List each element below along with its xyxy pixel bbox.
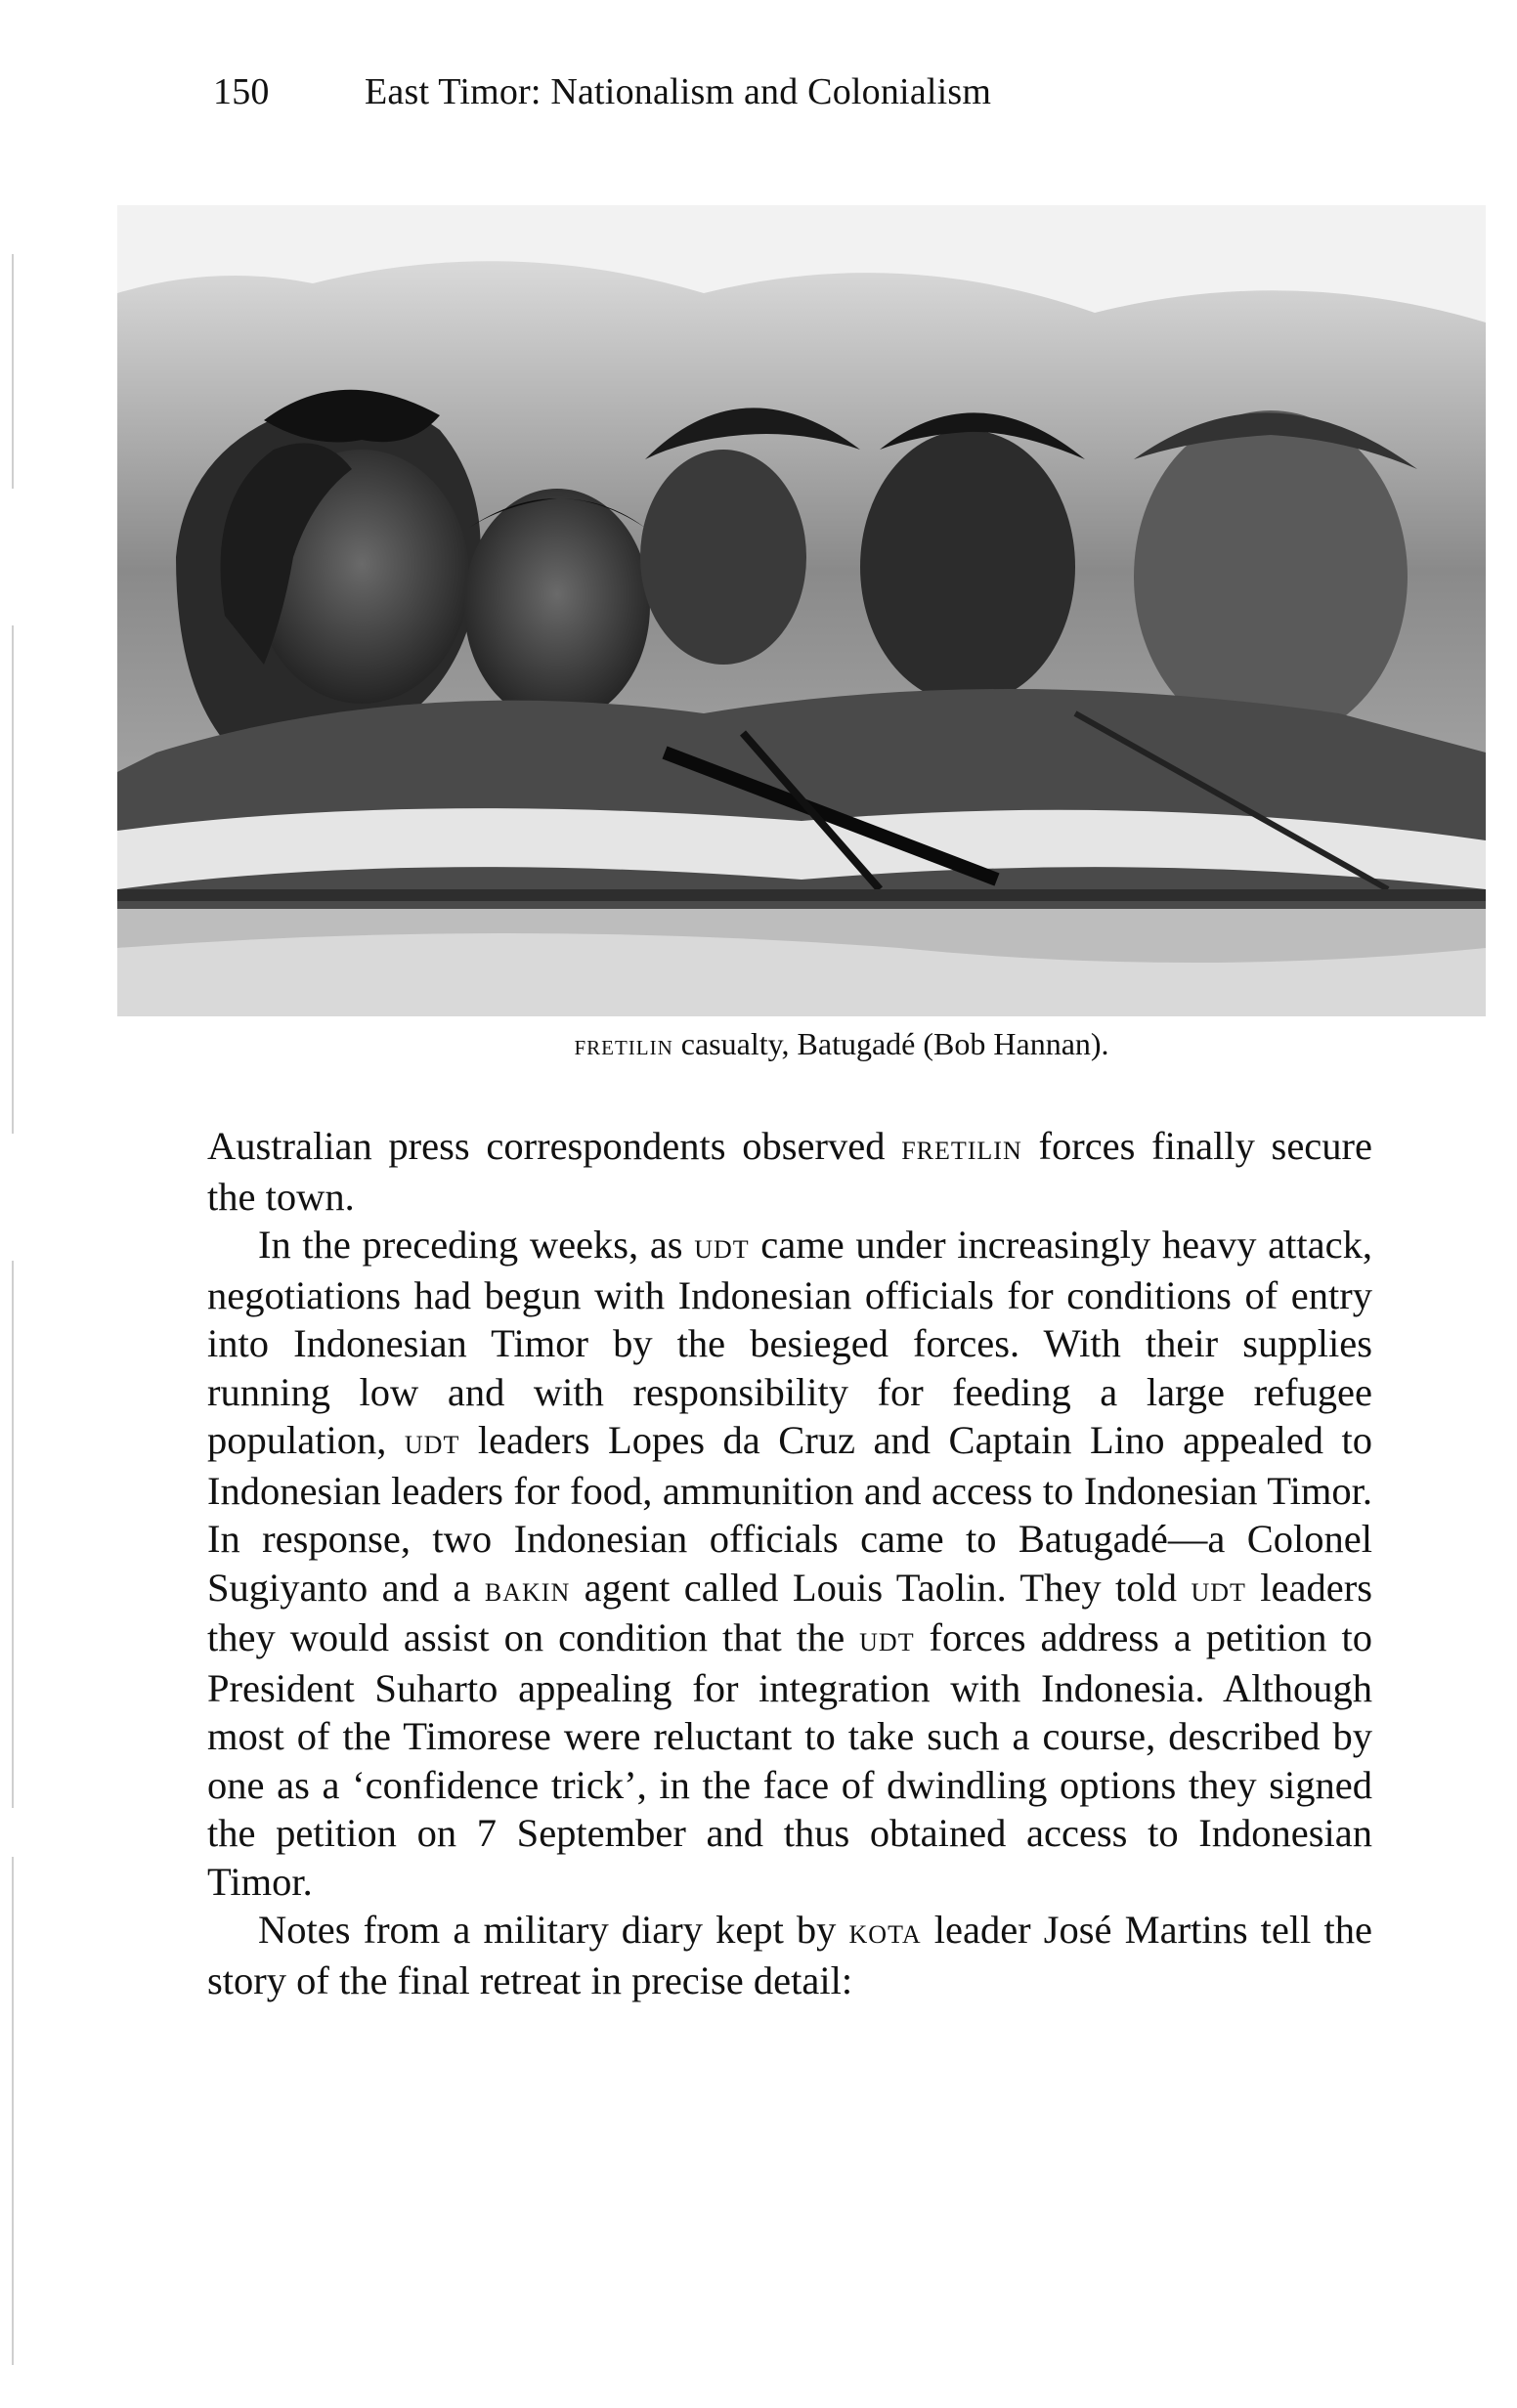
text-run: forces address a petition to President Suharto appealing for integration with Indonesia. Although most of the Timorese were reluctant to take such a course, described by one as a ‘confidence trick’, in the face of dwindling options they signed the petition on 7 September and thus obtained access to Indonesian Timor.	[207, 1615, 1373, 1904]
body-text	[207, 1122, 1372, 2004]
paragraph	[207, 1122, 1372, 1221]
organization-name: udt	[694, 1226, 750, 1267]
photo-illustration	[117, 205, 1486, 1016]
text-run: Australian press correspondents observed	[207, 1124, 902, 1168]
text-run: Notes from a military diary kept by	[258, 1908, 849, 1952]
organization-name: kota	[848, 1912, 922, 1952]
text-run: came under increasingly heavy attack, negotiations had begun with Indonesian officials for conditions of entry into Indonesian Timor by the besieged forces. With their supplies running low and with responsibility for feeding a large refugee population,	[207, 1223, 1372, 1462]
text-run: leaders Lopes da Cruz and Captain Lino appealed to Indonesian leaders for food, ammunition and access to Indonesian Timor. In response, two Indonesian officials came to Batugadé—a Colonel Sugiyanto and a	[207, 1418, 1373, 1610]
paragraph	[207, 1906, 1372, 2004]
organization-name: bakin	[484, 1569, 571, 1610]
photo-caption	[0, 1026, 1517, 1062]
photograph	[117, 205, 1486, 1016]
text-run: agent called Louis Taolin. They told	[570, 1565, 1192, 1610]
caption-organization: fretilin	[574, 1030, 673, 1061]
organization-name: udt	[404, 1422, 460, 1462]
text-run: forces finally secure the town.	[207, 1124, 1372, 1219]
page-number: 150	[213, 71, 270, 112]
scan-edge-line	[12, 254, 14, 489]
running-header	[213, 70, 991, 113]
scan-edge-line	[12, 1857, 14, 2365]
organization-name: udt	[1191, 1569, 1246, 1610]
text-run: In the preceding weeks, as	[258, 1223, 695, 1267]
organization-name: udt	[859, 1619, 915, 1659]
organization-name: fretilin	[901, 1128, 1022, 1168]
text-run: leader José Martins tell the story of the final retreat in precise detail:	[207, 1908, 1372, 2002]
text-run: leaders they would assist on condition that the	[207, 1565, 1372, 1659]
scan-edge-line	[12, 1261, 14, 1808]
paragraph	[207, 1221, 1372, 1906]
caption-text: casualty, Batugadé (Bob Hannan).	[672, 1026, 1109, 1061]
running-title: East Timor: Nationalism and Colonialism	[365, 71, 992, 112]
